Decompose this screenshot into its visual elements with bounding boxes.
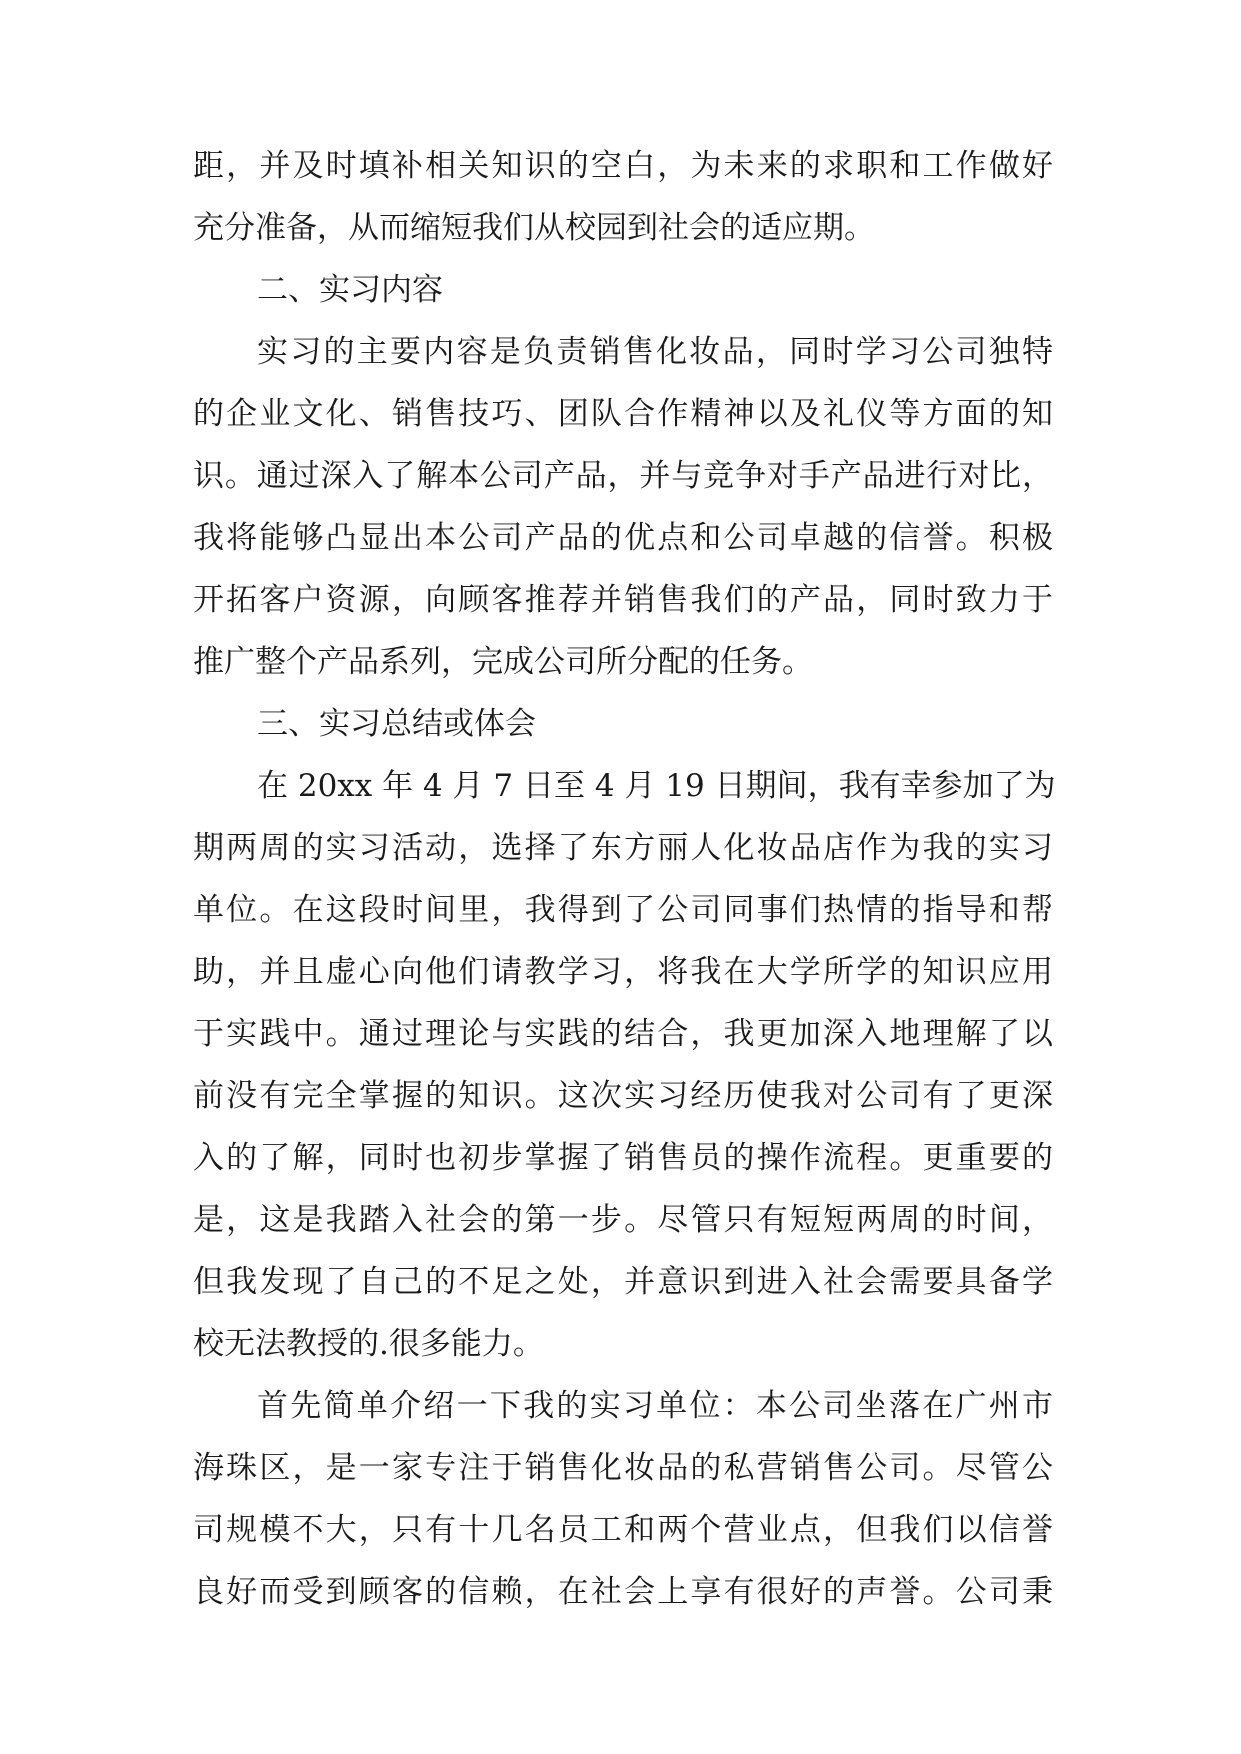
text-line: 海珠区，是一家专注于销售化妆品的私营销售公司。尽管公 [193, 1450, 1053, 1486]
text-line: 充分准备，从而缩短我们从校园到社会的适应期。 [193, 210, 875, 246]
text-line: 助，并且虚心向他们请教学习，将我在大学所学的知识应用 [193, 954, 1053, 990]
text-line: 识。通过深入了解本公司产品，并与竞争对手产品进行对比， [193, 458, 1053, 494]
text-line: 前没有完全掌握的知识。这次实习经历使我对公司有了更深 [193, 1078, 1053, 1114]
text-line: 距，并及时填补相关知识的空白，为未来的求职和工作做好 [193, 148, 1053, 184]
text-line: 期两周的实习活动，选择了东方丽人化妆品店作为我的实习 [193, 830, 1053, 866]
text-line: 良好而受到顾客的信赖，在社会上享有很好的声誉。公司秉 [193, 1574, 1053, 1610]
text-line: 的企业文化、销售技巧、团队合作精神以及礼仪等方面的知 [193, 396, 1053, 432]
text-line: 首先简单介绍一下我的实习单位：本公司坐落在广州市 [257, 1388, 1053, 1424]
text-line: 校无法教授的.很多能力。 [193, 1326, 544, 1362]
text-line: 入的了解，同时也初步掌握了销售员的操作流程。更重要的 [193, 1140, 1053, 1176]
section-heading: 三、实习总结或体会 [257, 706, 536, 742]
text-line: 在 20xx 年 4 月 7 日至 4 月 19 日期间，我有幸参加了为 [257, 768, 1056, 804]
text-line: 开拓客户资源，向顾客推荐并销售我们的产品，同时致力于 [193, 582, 1053, 618]
text-line: 实习的主要内容是负责销售化妆品，同时学习公司独特 [257, 334, 1053, 370]
text-line: 推广整个产品系列，完成公司所分配的任务。 [193, 644, 813, 680]
text-line: 司规模不大，只有十几名员工和两个营业点，但我们以信誉 [193, 1512, 1053, 1548]
text-line: 是，这是我踏入社会的第一步。尽管只有短短两周的时间， [193, 1202, 1053, 1238]
text-line: 单位。在这段时间里，我得到了公司同事们热情的指导和帮 [193, 892, 1053, 928]
section-heading: 二、实习内容 [257, 272, 443, 308]
text-line: 我将能够凸显出本公司产品的优点和公司卓越的信誉。积极 [193, 520, 1053, 556]
text-line: 但我发现了自己的不足之处，并意识到进入社会需要具备学 [193, 1264, 1053, 1300]
text-line: 于实践中。通过理论与实践的结合，我更加深入地理解了以 [193, 1016, 1053, 1052]
